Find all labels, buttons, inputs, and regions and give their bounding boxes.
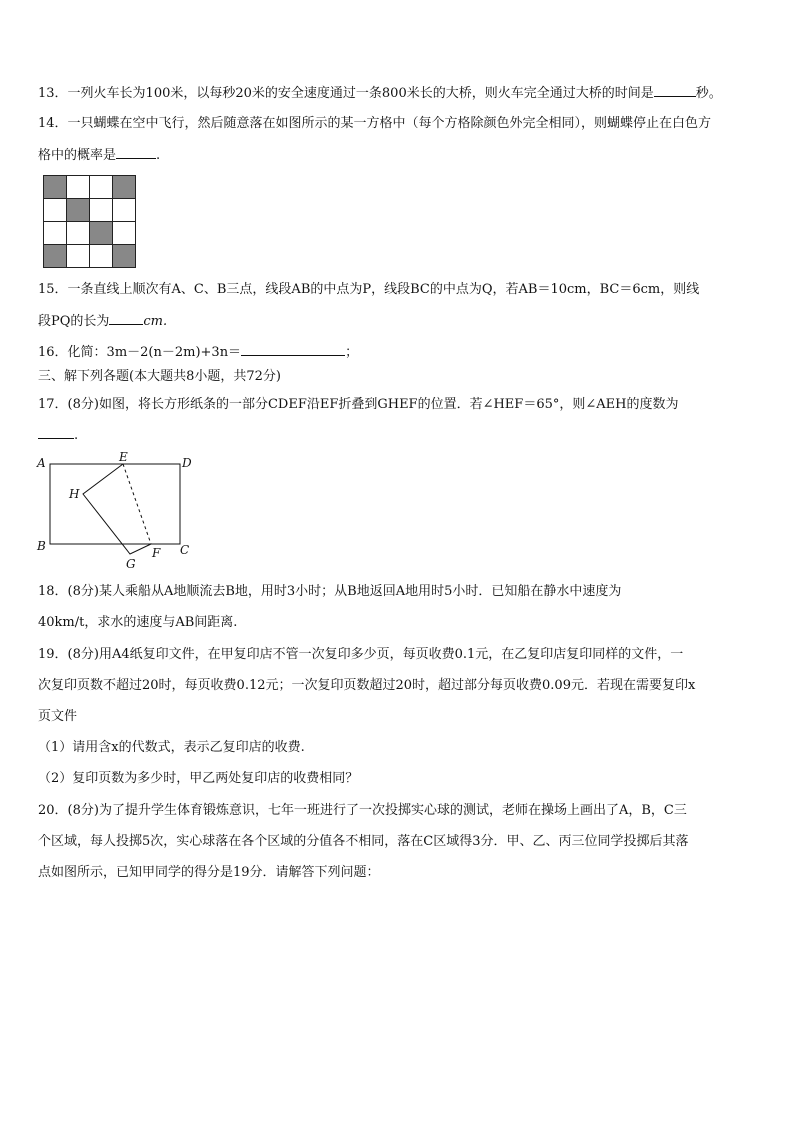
question-19-line3: 页文件: [38, 709, 78, 724]
q16-answer-blank[interactable]: [241, 343, 345, 356]
q13-text-end: 秒。: [695, 86, 722, 101]
question-19-part2: （2）复印页数为多少时，甲乙两处复印店的收费相同？: [38, 771, 359, 786]
rectangle-abcd: [50, 464, 180, 544]
q14-text-end: .: [156, 148, 161, 163]
grid-cell-gray: [67, 199, 90, 222]
q15-text: 段PQ的长为: [38, 314, 110, 329]
label-a: A: [37, 456, 46, 470]
question-13: [38, 84, 758, 103]
folded-part-ghef: [83, 464, 151, 554]
q15-unit: cm.: [143, 314, 168, 329]
question-15-line2: [38, 312, 758, 331]
grid-cell-gray: [44, 245, 67, 268]
q13-text: 13．一列火车长为100米，以每秒20米的安全速度通过一条800米长的大桥，则火车完全通过大桥的时间是: [38, 86, 654, 101]
question-20-line3: 点如图所示，已知甲同学的得分是19分．请解答下列问题：: [38, 865, 380, 880]
fold-line-ef: [123, 464, 151, 544]
grid-cell-white: [113, 199, 136, 222]
question-20-line2: 个区域，每人投掷5次，实心球落在各个区域的分值各不相同，落在C区域得3分．甲、乙、丙三位同学投掷后其落: [38, 834, 689, 849]
grid-cell-white: [90, 176, 113, 199]
question-18-line2: 40km/t，求水的速度与AB间距离.: [38, 615, 238, 630]
q16-text: 16．化简：3m－2(n－2m)+3n＝: [38, 345, 242, 360]
question-19-line1: 19．(8分)用A4纸复印文件，在甲复印店不管一次复印多少页，每页收费0.1元，在乙复印店复印同样的文件，一: [38, 647, 684, 662]
grid-cell-gray: [90, 222, 113, 245]
question-17-line2: [38, 426, 758, 445]
q17-answer-blank[interactable]: [38, 426, 74, 439]
grid-cell-white: [44, 222, 67, 245]
folded-rectangle-figure: [34, 446, 204, 572]
question-20-line1: 20．(8分)为了提升学生体育锻炼意识，七年一班进行了一次投掷实心球的测试，老师在操场上画出了A，B，C三: [38, 803, 687, 818]
question-19-part1: （1）请用含x的代数式，表示乙复印店的收费.: [38, 740, 305, 755]
q13-answer-blank[interactable]: [654, 84, 696, 97]
grid-cell-white: [67, 222, 90, 245]
question-18-line1: 18．(8分)某人乘船从A地顺流去B地，用时3小时；从B地返回A地用时5小时．已知船在静水中速度为: [38, 584, 622, 599]
grid-cell-white: [90, 199, 113, 222]
question-19-line2: 次复印页数不超过20时，每页收费0.12元；一次复印页数超过20时，超过部分每页收费0.09元．若现在需要复印x: [38, 678, 696, 693]
q17-text-end: .: [74, 428, 79, 443]
grid-cell-white: [67, 245, 90, 268]
question-14-line1: 14．一只蝴蝶在空中飞行，然后随意落在如图所示的某一方格中（每个方格除颜色外完全相同），则蝴蝶停止在白色方: [38, 116, 712, 131]
grid-cell-gray: [44, 176, 67, 199]
probability-grid-figure: [43, 175, 136, 268]
grid-cell-white: [113, 222, 136, 245]
grid-cell-white: [90, 245, 113, 268]
label-h: H: [69, 487, 80, 501]
label-b: B: [37, 539, 46, 553]
q16-text-end: ；: [345, 345, 359, 360]
label-c: C: [180, 543, 190, 557]
label-f: F: [152, 546, 161, 560]
grid-cell-white: [44, 199, 67, 222]
q14-text: 格中的概率是: [38, 148, 117, 163]
grid-cell-gray: [113, 245, 136, 268]
q15-answer-blank[interactable]: [109, 312, 143, 325]
question-15-line1: 15．一条直线上顺次有A、C、B三点，线段AB的中点为P，线段BC的中点为Q，若AB＝10cm，BC＝6cm，则线: [38, 282, 700, 297]
q14-answer-blank[interactable]: [116, 146, 156, 159]
question-14-line2: [38, 146, 758, 165]
label-e: E: [119, 450, 128, 464]
section-3-heading: 三、解下列各题(本大题共8小题，共72分): [38, 369, 281, 384]
label-g: G: [126, 557, 136, 571]
grid-cell-white: [67, 176, 90, 199]
label-d: D: [182, 456, 192, 470]
question-17-line1: 17．(8分)如图，将长方形纸条的一部分CDEF沿EF折叠到GHEF的位置．若∠HEF＝65°，则∠AEH的度数为: [38, 397, 679, 412]
grid-cell-gray: [113, 176, 136, 199]
question-16: [38, 343, 758, 362]
